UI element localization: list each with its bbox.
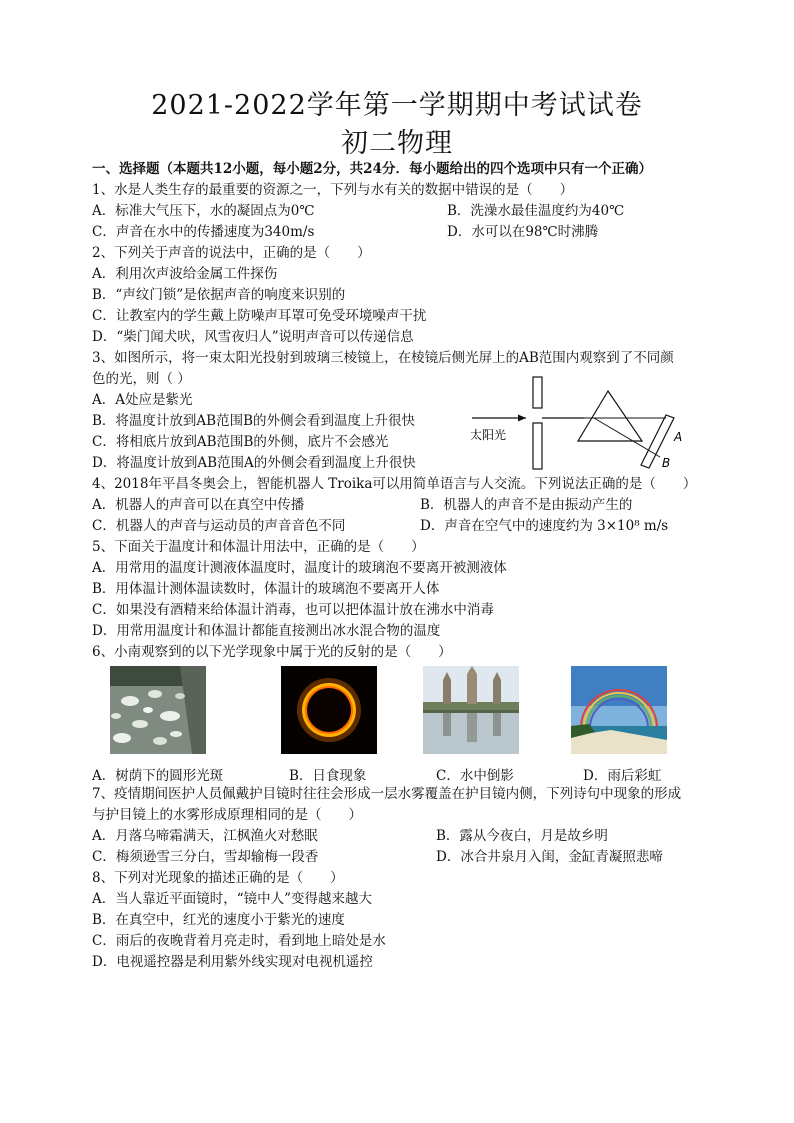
- q2-option-d: D．“柴门闻犬吠，风雪夜归人”说明声音可以传递信息: [92, 329, 414, 345]
- q7-option-c: C．梅须逊雪三分白，雪却输梅一段香: [92, 849, 319, 865]
- q3-stem-line1: 3、如图所示，将一束太阳光投射到玻璃三棱镜上，在棱镜后侧光屏上的AB范围内观察到了不同颜: [92, 350, 674, 366]
- q3-option-d: D．将温度计放到AB范围A的外侧会看到温度上升很快: [92, 455, 416, 471]
- prism-triangle: [578, 391, 642, 441]
- q1-option-c: C．声音在水中的传播速度为340m/s: [92, 224, 315, 240]
- q7-option-b: B．露从今夜白，月是故乡明: [436, 828, 608, 844]
- q1-option-a: A．标准大气压下，水的凝固点为0℃: [92, 203, 315, 219]
- q3-stem-line2: 色的光，则（ ）: [92, 371, 191, 387]
- q5-option-a: A．用常用的温度计测液体温度时，温度计的玻璃泡不要离开被测液体: [92, 560, 507, 576]
- label-a: A: [674, 430, 683, 444]
- q8-stem: 8、下列对光现象的描述正确的是（ ）: [92, 870, 344, 886]
- label-b: B: [662, 456, 671, 470]
- q8-option-a: A．当人靠近平面镜时，“镜中人”变得越来越大: [92, 891, 373, 907]
- q7-stem-line2: 与护目镜上的水雾形成原理相同的是（ ）: [92, 807, 362, 823]
- q4-stem: 4、2018年平昌冬奥会上，智能机器人 Troika可以用简单语言与人交流。下列说法正确的是（ ）: [92, 476, 697, 492]
- q6-option-b: B．日食现象: [289, 768, 367, 784]
- q8-option-b: B．在真空中，红光的速度小于紫光的速度: [92, 912, 345, 928]
- q3-option-a: A．A处应是紫光: [92, 392, 193, 408]
- q2-option-a: A．利用次声波给金属工件探伤: [92, 266, 278, 282]
- q5-option-d: D．用常用温度计和体温计都能直接测出冰水混合物的温度: [92, 623, 441, 639]
- q1-option-b: B．洗澡水最佳温度约为40℃: [447, 203, 625, 219]
- q4-option-c: C．机器人的声音与运动员的声音音色不同: [92, 518, 346, 534]
- q4-option-a: A．机器人的声音可以在真空中传播: [92, 497, 305, 513]
- exam-subject: 初二物理: [341, 128, 453, 159]
- q8-option-d: D．电视遥控器是利用紫外线实现对电视机遥控: [92, 954, 373, 970]
- exam-title: 2021-2022学年第一学期期中考试试卷: [151, 90, 643, 121]
- prism-diagram: [466, 371, 696, 476]
- q2-option-c: C．让教室内的学生戴上防噪声耳罩可免受环境噪声干扰: [92, 308, 427, 324]
- q8-option-c: C．雨后的夜晚背着月亮走时，看到地上暗处是水: [92, 933, 386, 949]
- tree-shade-photo: [110, 666, 206, 754]
- q7-stem-line1: 7、疫情期间医护人员佩戴护目镜时往往会形成一层水雾覆盖在护目镜内侧，下列诗句中现象的形成: [92, 786, 682, 802]
- q1-stem: 1、水是人类生存的最重要的资源之一，下列与水有关的数据中错误的是（ ）: [92, 182, 574, 198]
- slit-upper: [533, 377, 542, 408]
- sunlight-label: 太阳光: [470, 428, 507, 442]
- slit-lower: [533, 423, 542, 469]
- q5-stem: 5、下面关于温度计和体温计用法中，正确的是（ ）: [92, 539, 425, 555]
- q5-option-c: C．如果没有酒精来给体温计消毒，也可以把体温计放在沸水中消毒: [92, 602, 494, 618]
- q3-option-c: C．将相底片放到AB范围B的外侧，底片不会感光: [92, 434, 389, 450]
- q7-option-a: A．月落乌啼霜满天，江枫渔火对愁眠: [92, 828, 318, 844]
- q4-option-b: B．机器人的声音不是由振动产生的: [420, 497, 633, 513]
- rainbow-photo: [571, 666, 667, 754]
- q2-option-b: B．“声纹门锁”是依据声音的响度来识别的: [92, 287, 346, 303]
- q3-option-b: B．将温度计放到AB范围B的外侧会看到温度上升很快: [92, 413, 416, 429]
- q1-option-d: D．水可以在98℃时沸腾: [447, 224, 599, 240]
- q7-option-d: D．冰合井泉月入闺，金缸青凝照悲啼: [436, 849, 663, 865]
- q4-option-d: D．声音在空气中的速度约为 3×10⁸ m/s: [420, 518, 669, 534]
- q6-option-d: D．雨后彩虹: [583, 768, 662, 784]
- q2-stem: 2、下列关于声音的说法中，正确的是（ ）: [92, 245, 371, 261]
- q6-option-a: A．树荫下的圆形光斑: [92, 768, 224, 784]
- section-heading: 一、选择题（本题共12小题，每小题2分，共24分．每小题给出的四个选项中只有一个正确）: [92, 161, 652, 177]
- q6-option-c: C．水中倒影: [436, 768, 514, 784]
- q6-stem: 6、小南观察到的以下光学现象中属于光的反射的是（ ）: [92, 644, 452, 660]
- solar-eclipse-photo: [281, 666, 377, 754]
- water-reflection-photo: [423, 666, 519, 754]
- ray-bottom: [594, 418, 660, 457]
- ray-arrow-icon: [518, 415, 526, 422]
- q5-option-b: B．用体温计测体温读数时，体温计的玻璃泡不要离开人体: [92, 581, 440, 597]
